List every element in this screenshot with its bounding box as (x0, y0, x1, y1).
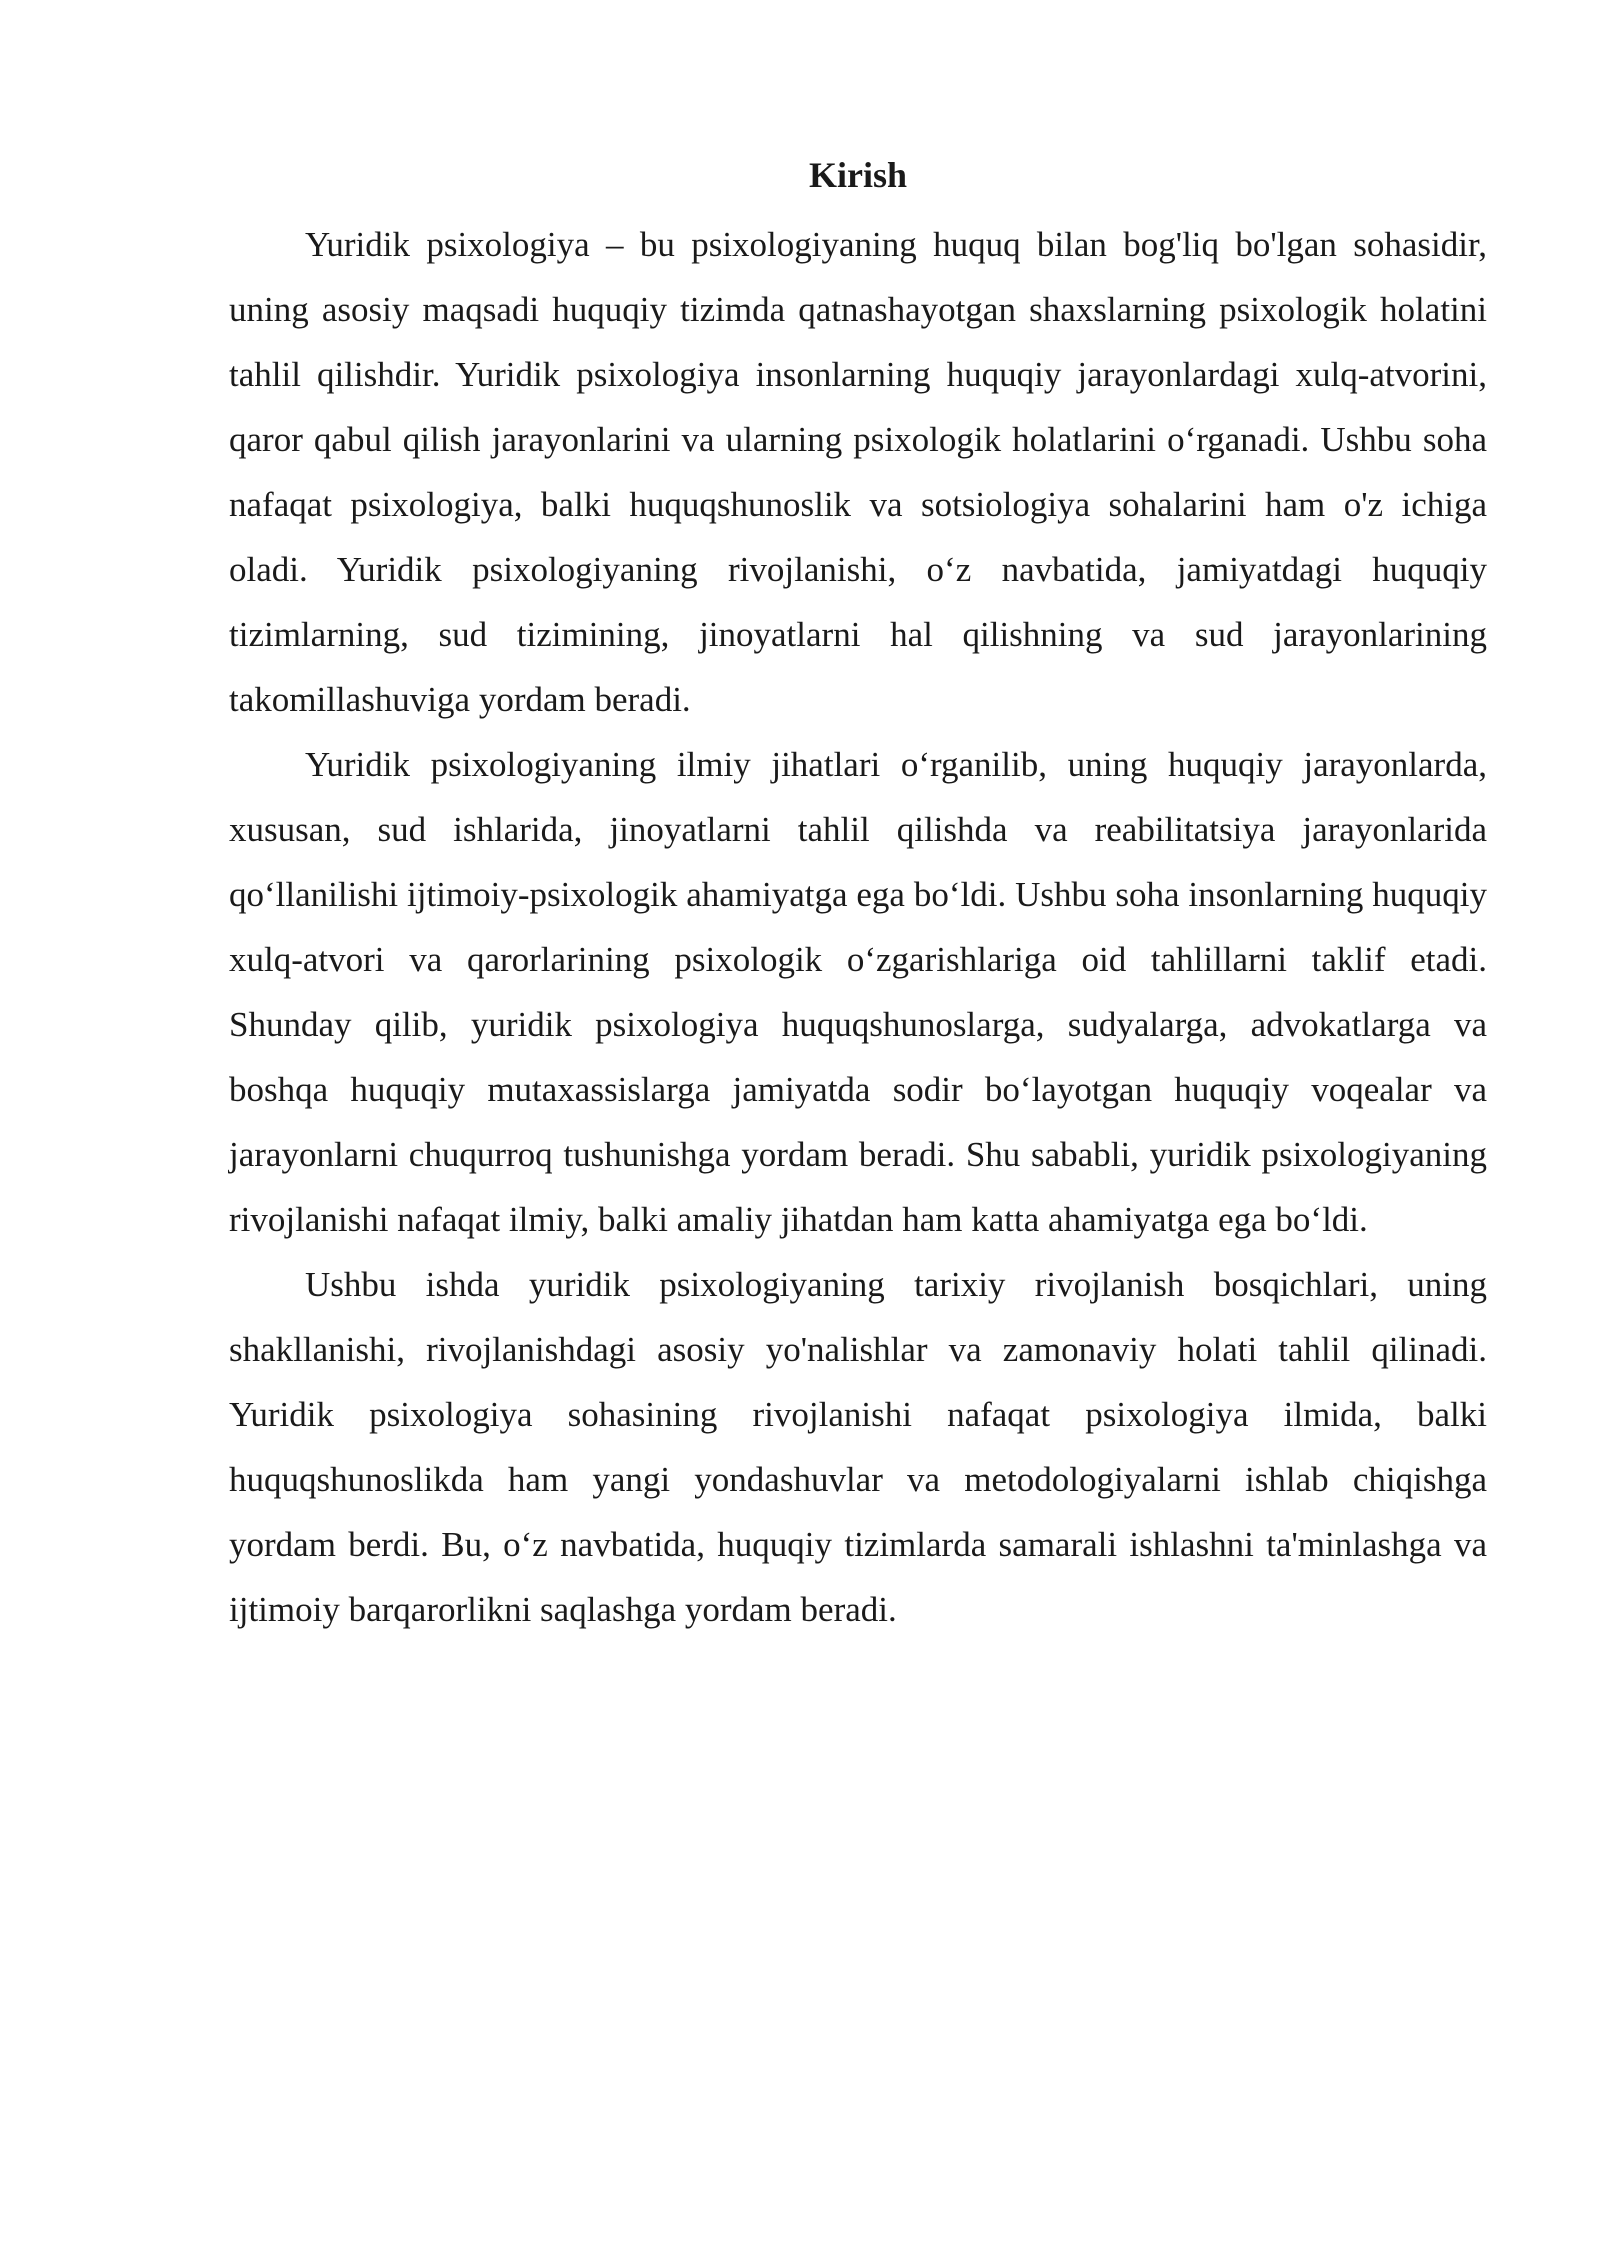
page-title: Kirish (808, 155, 907, 195)
paragraph-2: Yuridik psixologiyaning ilmiy jihatlari o‘rganilib, uning huquqiy jarayonlarda, xususan, sud ishlarida, jinoyatlarni tahlil qilishda va reabilitatsiya jarayonlarida qo‘llanilishi ijtimoiy-psixologik ahamiyatga ega bo‘ldi. Ushbu soha insonlarning huquqiy xulq-atvori va qarorlarining psixologik o‘zgarishlariga oid tahlillarni taklif etadi. Shunday qilib, yuridik psixologiya huquqshunoslarga, sudyalarga, advokatlarga va boshqa huquqiy mutaxassislarga jamiyatda sodir bo‘layotgan huquqiy voqealar va jarayonlarni chuqurroq tushunishga yordam beradi. Shu sababli, yuridik psixologiyaning rivojlanishi nafaqat ilmiy, balki amaliy jihatdan ham katta ahamiyatga ega bo‘ldi. (229, 745, 1487, 1239)
paragraph-3: Ushbu ishda yuridik psixologiyaning tarixiy rivojlanish bosqichlari, uning shakllanishi, rivojlanishdagi asosiy yo'nalishlar va zamonaviy holati tahlil qilinadi. Yuridik psixologiya sohasining rivojlanishi nafaqat psixologiya ilmida, balki huquqshunoslikda ham yangi yondashuvlar va metodologiyalarni ishlab chiqishga yordam berdi. Bu, o‘z navbatida, huquqiy tizimlarda samarali ishlashni ta'minlashga va ijtimoiy barqarorlikni saqlashga yordam beradi. (229, 1265, 1487, 1629)
paragraph-1: Yuridik psixologiya – bu psixologiyaning huquq bilan bog'liq bo'lgan sohasidir, uning asosiy maqsadi huquqiy tizimda qatnashayotgan shaxslarning psixologik holatini tahlil qilishdir. Yuridik psixologiya insonlarning huquqiy jarayonlardagi xulq-atvorini, qaror qabul qilish jarayonlarini va ularning psixologik holatlarini o‘rganadi. Ushbu soha nafaqat psixologiya, balki huquqshunoslik va sotsiologiya sohalarini ham o'z ichiga oladi. Yuridik psixologiyaning rivojlanishi, o‘z navbatida, jamiyatdagi huquqiy tizimlarning, sud tizimining, jinoyatlarni hal qilishning va sud jarayonlarining takomillashuviga yordam beradi. (229, 225, 1487, 719)
page-content (229, 148, 1487, 1642)
